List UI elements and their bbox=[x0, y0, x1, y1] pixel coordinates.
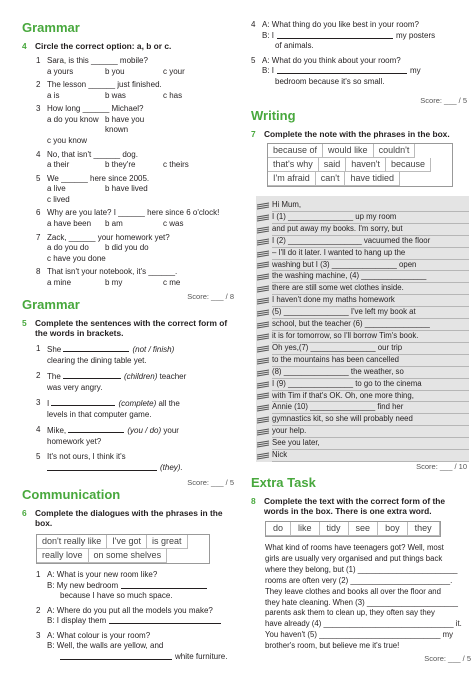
question-item bbox=[36, 208, 234, 229]
task-instruction: Complete the dialogues with the phrases in the box. bbox=[35, 508, 223, 528]
dialogue-list-continued bbox=[251, 20, 471, 91]
answer-blank bbox=[63, 371, 121, 379]
option-row bbox=[36, 136, 234, 147]
sentence-line1 bbox=[47, 371, 186, 383]
text-line: have already (4) ______________________________ it. bbox=[265, 619, 462, 629]
question-row bbox=[36, 80, 234, 91]
sentence-number: 4 bbox=[36, 425, 41, 434]
question-number: 1 bbox=[36, 56, 41, 65]
option-b: b did you do bbox=[105, 243, 149, 253]
answer-blank bbox=[109, 616, 221, 624]
dialogue-line-b bbox=[36, 581, 234, 592]
sentence-row bbox=[36, 425, 234, 437]
sentence-row bbox=[36, 344, 234, 356]
phrase-chip: is great bbox=[147, 535, 188, 549]
option-c: c lived bbox=[47, 194, 70, 204]
option-c: c you know bbox=[47, 135, 88, 145]
question-number: 8 bbox=[36, 267, 41, 277]
question-text: The lesson ______ just finished. bbox=[47, 80, 162, 90]
task-instruction: Circle the correct option: a, b or c. bbox=[35, 41, 172, 51]
text-line: where they belong, but (1) _______________________ bbox=[265, 564, 458, 574]
score: Score: ___ / 5 bbox=[187, 478, 234, 487]
section-title: Grammar bbox=[22, 20, 80, 35]
speaker-a-text: A: What thing do you like best in your room? bbox=[262, 20, 419, 29]
option-c: c was bbox=[163, 218, 184, 228]
question-text: That isn't your notebook, it's ______. bbox=[47, 267, 178, 277]
dialogue-list bbox=[22, 570, 234, 662]
score: Score: ___ / 8 bbox=[187, 291, 234, 301]
dialogue-line-a bbox=[36, 606, 234, 617]
spiral-binding-icon bbox=[256, 248, 272, 260]
sentence-line2: was very angry. bbox=[47, 382, 103, 392]
option-row bbox=[36, 91, 234, 102]
task-heading bbox=[251, 496, 471, 516]
note-text: your help. bbox=[272, 426, 469, 438]
phrase-chip: that's why bbox=[268, 158, 319, 172]
option-a: a do you do bbox=[47, 243, 89, 253]
option-b: b am bbox=[105, 218, 123, 228]
question-text: No, that isn't ______ dog. bbox=[47, 149, 138, 159]
question-number: 3 bbox=[36, 104, 41, 114]
note-text: Hi Mum, bbox=[272, 200, 469, 212]
section-title: Grammar bbox=[22, 297, 80, 312]
option-b: b you bbox=[105, 66, 125, 76]
question-row bbox=[36, 56, 234, 67]
note-text: school, but the teacher (6) _______________ bbox=[272, 319, 469, 331]
speaker-b-text: my bbox=[410, 66, 421, 75]
sentence-line1 bbox=[47, 344, 174, 356]
question-row bbox=[36, 267, 234, 278]
spiral-binding-icon bbox=[256, 295, 272, 307]
question-item bbox=[36, 104, 234, 146]
text-line: girls are usually very organised and put things back bbox=[265, 553, 443, 563]
sentence-number: 3 bbox=[36, 398, 41, 407]
spiral-binding-icon bbox=[256, 331, 272, 343]
dialogue-line-b bbox=[251, 31, 471, 42]
sentence-list bbox=[22, 344, 234, 473]
question-text: We ______ here since 2005. bbox=[47, 173, 150, 183]
option-b: b they're bbox=[105, 160, 136, 170]
option-row bbox=[36, 219, 234, 230]
question-text: Why are you late? I ______ here since 6 o'clock! bbox=[47, 208, 220, 218]
note-text: to the mountains has been cancelled bbox=[272, 355, 469, 367]
speaker-a-text: A: What do you think about your room? bbox=[262, 55, 401, 65]
question-row bbox=[36, 208, 234, 219]
option-b: b was bbox=[105, 90, 126, 100]
phrase-chip: said bbox=[319, 158, 347, 172]
sentence-item bbox=[36, 425, 234, 447]
dialogue-line-a bbox=[251, 56, 471, 67]
task-heading bbox=[22, 41, 234, 51]
phrase-box bbox=[36, 534, 210, 564]
option-a: a is bbox=[47, 90, 60, 100]
note-text: I (9) _______________ to go to the cinema bbox=[272, 379, 469, 391]
speaker-b-text: B: I display them bbox=[47, 616, 107, 625]
text-line: parents ask them to clean up, they often say they bbox=[265, 608, 435, 618]
note-line bbox=[256, 450, 469, 462]
speaker-a-text: A: Where do you put all the models you make? bbox=[47, 605, 213, 615]
hint-word: (children) bbox=[124, 372, 158, 381]
option-c: c your bbox=[163, 66, 185, 76]
phrase-chip: because of bbox=[268, 144, 323, 158]
note-text: I (1) _______________ up my room bbox=[272, 212, 469, 224]
spiral-binding-icon bbox=[256, 224, 272, 236]
option-a: a do you know bbox=[47, 114, 99, 124]
note-text: I (2) _________________ vacuumed the floor bbox=[272, 236, 469, 248]
note-text: I haven't done my maths homework bbox=[272, 295, 469, 307]
phrase-chip: don't really like bbox=[37, 535, 107, 549]
communication-section bbox=[22, 487, 234, 666]
phrase-chip: can't bbox=[316, 172, 346, 186]
phrase-chip: really love bbox=[37, 549, 89, 563]
question-text: Zack, ______ your homework yet? bbox=[47, 232, 170, 242]
speaker-a-text: A: What is your new room like? bbox=[47, 570, 158, 579]
option-a: a yours bbox=[47, 66, 74, 76]
text-line: They leave clothes and books all over the floor and bbox=[265, 586, 441, 596]
question-item bbox=[36, 150, 234, 171]
note-text: washing but I (3) _______________ open bbox=[272, 260, 469, 272]
phrase-chip: I'm afraid bbox=[268, 172, 316, 186]
task-heading bbox=[22, 318, 234, 338]
score: Score: ___ / 5 bbox=[424, 654, 471, 664]
task-heading bbox=[22, 508, 234, 528]
note-line bbox=[256, 367, 469, 379]
dialogue-number: 3 bbox=[36, 630, 41, 640]
speaker-b-text: B: Well, the walls are yellow, and bbox=[47, 641, 164, 650]
sentence-line2: homework yet? bbox=[47, 436, 102, 446]
sentence-item bbox=[36, 344, 234, 366]
option-a: a have been bbox=[47, 218, 92, 228]
dialogue-number: 5 bbox=[251, 55, 256, 65]
note-line bbox=[256, 200, 469, 212]
gap-text bbox=[251, 543, 471, 652]
note-line bbox=[256, 331, 469, 343]
dialogue-line-c bbox=[36, 652, 234, 663]
dialogue-line-c: bedroom because it's so small. bbox=[275, 76, 385, 86]
spiral-binding-icon bbox=[256, 343, 272, 355]
sentence-line2: levels in that computer game. bbox=[47, 409, 152, 419]
score: Score: ___ / 10 bbox=[416, 462, 467, 471]
note-line bbox=[256, 260, 469, 272]
question-number: 4 bbox=[36, 149, 41, 159]
sentence-text: teacher bbox=[157, 372, 187, 381]
answer-blank bbox=[277, 66, 407, 74]
question-row bbox=[36, 174, 234, 185]
note-text: and put away my books. I'm sorry, but bbox=[272, 224, 469, 236]
word-chip: boy bbox=[378, 522, 408, 536]
sentence-text: your bbox=[161, 426, 179, 435]
extra-task-section bbox=[251, 475, 471, 664]
note-text: – I'll do it later. I wanted to hang up the bbox=[272, 248, 469, 260]
task-number: 5 bbox=[22, 318, 27, 328]
phrase-chip: have tidied bbox=[345, 172, 400, 186]
option-b: b have you known bbox=[105, 114, 145, 135]
note-line bbox=[256, 236, 469, 248]
option-a: a live bbox=[47, 184, 66, 194]
sentence-number: 5 bbox=[36, 452, 41, 461]
spiral-binding-icon bbox=[256, 283, 272, 295]
word-chip: tidy bbox=[320, 522, 349, 536]
answer-blank bbox=[121, 581, 207, 589]
spiral-binding-icon bbox=[256, 414, 272, 426]
note-line bbox=[256, 438, 469, 450]
spiral-binding-icon bbox=[256, 260, 272, 272]
answer-blank bbox=[47, 463, 157, 471]
dialogue-item bbox=[36, 606, 234, 627]
writing-section bbox=[251, 108, 471, 187]
note-line bbox=[256, 414, 469, 426]
note-line bbox=[256, 224, 469, 236]
option-row bbox=[36, 195, 234, 206]
spiral-binding-icon bbox=[256, 367, 272, 379]
dialogue-line-b bbox=[36, 641, 234, 652]
option-row bbox=[36, 278, 234, 289]
dialogue-line-b bbox=[251, 66, 471, 77]
note-line bbox=[256, 212, 469, 224]
option-row bbox=[36, 243, 234, 254]
text-line: brother's room, but believe me it's true! bbox=[265, 641, 400, 651]
note-text: (8) _______________ the weather, so bbox=[272, 367, 469, 379]
note-line bbox=[256, 343, 469, 355]
question-item bbox=[36, 80, 234, 101]
sentence-item bbox=[36, 398, 234, 420]
question-item bbox=[36, 56, 234, 77]
spiral-binding-icon bbox=[256, 319, 272, 331]
word-box bbox=[265, 521, 441, 537]
dialogue-line-a bbox=[36, 570, 234, 581]
sentence-line2 bbox=[36, 463, 234, 474]
answer-blank bbox=[51, 398, 115, 406]
speaker-a-text: A: What colour is your room? bbox=[47, 630, 151, 640]
speaker-b-text: B: I bbox=[262, 66, 275, 75]
option-c: c have you done bbox=[47, 253, 106, 263]
question-text: How long ______ Michael? bbox=[47, 104, 144, 114]
note-text: Nick bbox=[272, 450, 469, 462]
sentence-item bbox=[36, 371, 234, 393]
score: Score: ___ / 5 bbox=[420, 96, 467, 105]
sentence-line1 bbox=[47, 425, 179, 437]
note-line bbox=[256, 379, 469, 391]
answer-blank bbox=[277, 31, 393, 39]
text-line: they hate cleaning. When (3) _____________________ bbox=[265, 597, 458, 607]
option-row bbox=[36, 184, 234, 195]
note-line bbox=[256, 283, 469, 295]
option-c: c has bbox=[163, 90, 183, 100]
option-row bbox=[36, 254, 234, 265]
task-instruction: Complete the sentences with the correct form of the words in brackets. bbox=[35, 318, 228, 338]
note-paper bbox=[256, 196, 469, 462]
sentence-text: Mike, bbox=[47, 426, 69, 435]
dialogue-line-c: of animals. bbox=[275, 41, 314, 50]
text-line: rooms are often very (2) _______________________. bbox=[265, 575, 453, 585]
sentence-number: 1 bbox=[36, 344, 41, 353]
spiral-binding-icon bbox=[256, 271, 272, 283]
option-c: c theirs bbox=[163, 160, 189, 170]
sentence-item bbox=[36, 452, 234, 473]
task-instruction: Complete the text with the correct form of the words in the box. There is one extra word. bbox=[264, 496, 446, 516]
spiral-binding-icon bbox=[256, 402, 272, 414]
dialogue-line-a bbox=[36, 631, 234, 642]
sentence-line2: clearing the dining table yet. bbox=[47, 355, 147, 365]
sentence-row bbox=[36, 452, 234, 463]
note-line bbox=[256, 426, 469, 438]
question-list bbox=[22, 56, 234, 288]
note-text: it is for tomorrow, so I'll borrow Tim's book. bbox=[272, 331, 469, 343]
dialogue-number: 4 bbox=[251, 20, 256, 29]
question-number: 5 bbox=[36, 173, 41, 183]
question-row bbox=[36, 104, 234, 115]
sentence-row bbox=[36, 371, 234, 383]
speaker-b-text: white furniture. bbox=[175, 651, 228, 661]
note-text: the washing machine, (4) _______________ bbox=[272, 271, 469, 283]
question-number: 6 bbox=[36, 208, 41, 218]
sentence-text: I bbox=[47, 399, 52, 408]
note-text: Annie (10) _______________ find her bbox=[272, 402, 469, 414]
sentence-line1 bbox=[47, 452, 126, 463]
note-text: See you later, bbox=[272, 438, 469, 450]
note-line bbox=[256, 402, 469, 414]
dialogue-number: 1 bbox=[36, 570, 41, 579]
question-text: Sara, is this ______ mobile? bbox=[47, 56, 148, 65]
question-number: 2 bbox=[36, 80, 41, 90]
task-number: 7 bbox=[251, 129, 256, 139]
spiral-binding-icon bbox=[256, 307, 272, 319]
option-c: c me bbox=[163, 277, 181, 287]
grammar-section-4 bbox=[22, 20, 234, 302]
speaker-b-text: B: I bbox=[262, 30, 275, 40]
dialogue-line-b bbox=[36, 616, 234, 627]
task-heading bbox=[251, 129, 471, 139]
note-line bbox=[256, 248, 469, 260]
word-chip: like bbox=[291, 522, 320, 536]
note-text: Oh yes,(7) _______________ our trip bbox=[272, 343, 469, 355]
option-row bbox=[36, 115, 234, 136]
question-item bbox=[36, 267, 234, 288]
spiral-binding-icon bbox=[256, 426, 272, 438]
section-title: Extra Task bbox=[251, 475, 316, 490]
option-b: b have lived bbox=[105, 184, 148, 194]
spiral-binding-icon bbox=[256, 391, 272, 403]
sentence-number: 2 bbox=[36, 371, 41, 380]
phrase-chip: because bbox=[386, 158, 431, 172]
note-text: gymnastics kit, so she will probably need bbox=[272, 414, 469, 426]
note-text: (5) _______________ I've left my book at bbox=[272, 307, 469, 319]
task-number: 8 bbox=[251, 496, 256, 506]
phrase-chip: couldn't bbox=[374, 144, 416, 158]
answer-blank bbox=[60, 652, 172, 660]
dialogue-number: 2 bbox=[36, 605, 41, 615]
word-chip: they bbox=[408, 522, 440, 536]
word-chip: do bbox=[266, 522, 291, 536]
dialogue-line-c bbox=[36, 591, 234, 602]
spiral-binding-icon bbox=[256, 438, 272, 450]
spiral-binding-icon bbox=[256, 212, 272, 224]
question-item bbox=[36, 233, 234, 265]
option-a: a their bbox=[47, 160, 70, 170]
question-row bbox=[36, 233, 234, 244]
sentence-text: It's not ours, I think it's bbox=[47, 452, 126, 461]
question-number: 7 bbox=[36, 232, 41, 242]
dialogue-item bbox=[251, 56, 471, 88]
word-chip: see bbox=[349, 522, 379, 536]
text-line: What kind of rooms have teenagers got? Well, most bbox=[265, 543, 444, 552]
hint-word: (they). bbox=[160, 462, 183, 472]
phrase-chip: haven't bbox=[346, 158, 386, 172]
dialogue-item bbox=[36, 570, 234, 602]
sentence-line1 bbox=[47, 398, 180, 410]
sentence-text: The bbox=[47, 372, 64, 381]
grammar-section-5 bbox=[22, 297, 234, 488]
note-line bbox=[256, 355, 469, 367]
sentence-text: She bbox=[47, 345, 64, 354]
speaker-b-text: my posters bbox=[396, 30, 436, 40]
hint-word: (you / do) bbox=[127, 426, 162, 435]
note-line bbox=[256, 295, 469, 307]
phrase-chip: would like bbox=[323, 144, 374, 158]
hint-word: (complete) bbox=[118, 399, 157, 408]
speaker-b-text: because I have so much space. bbox=[60, 591, 173, 600]
spiral-binding-icon bbox=[256, 450, 272, 462]
spiral-binding-icon bbox=[256, 379, 272, 391]
dialogue-item bbox=[36, 631, 234, 663]
note-line bbox=[256, 271, 469, 283]
section-title: Writing bbox=[251, 108, 296, 123]
section-title: Communication bbox=[22, 487, 121, 502]
hint-word: (not / finish) bbox=[132, 345, 175, 354]
sentence-text: all the bbox=[156, 399, 180, 408]
task-number: 6 bbox=[22, 508, 27, 518]
text-line: You haven't (5) ____________________________ my bbox=[265, 630, 454, 640]
note-line bbox=[256, 391, 469, 403]
phrase-chip: I've got bbox=[107, 535, 147, 549]
answer-blank bbox=[63, 344, 129, 352]
dialogue-line-a bbox=[251, 20, 471, 31]
note-line bbox=[256, 307, 469, 319]
phrase-box bbox=[267, 143, 453, 187]
dialogue-item bbox=[251, 20, 471, 52]
spiral-binding-icon bbox=[256, 236, 272, 248]
note-line bbox=[256, 319, 469, 331]
task-number: 4 bbox=[22, 41, 27, 51]
note-text: with Tim if that's OK. Oh, one more thing, bbox=[272, 391, 469, 403]
note-text: there are still some wet clothes inside. bbox=[272, 283, 469, 295]
option-row bbox=[36, 160, 234, 171]
spiral-binding-icon bbox=[256, 355, 272, 367]
spiral-binding-icon bbox=[256, 200, 272, 212]
answer-blank bbox=[68, 425, 124, 433]
option-b: b my bbox=[105, 277, 123, 287]
question-row bbox=[36, 150, 234, 161]
sentence-row bbox=[36, 398, 234, 410]
speaker-b-text: B: My new bedroom bbox=[47, 580, 119, 590]
option-row bbox=[36, 67, 234, 78]
task-instruction: Complete the note with the phrases in the box. bbox=[264, 129, 450, 139]
option-a: a mine bbox=[47, 277, 72, 287]
phrase-chip: on some shelves bbox=[89, 549, 168, 563]
question-item bbox=[36, 174, 234, 206]
